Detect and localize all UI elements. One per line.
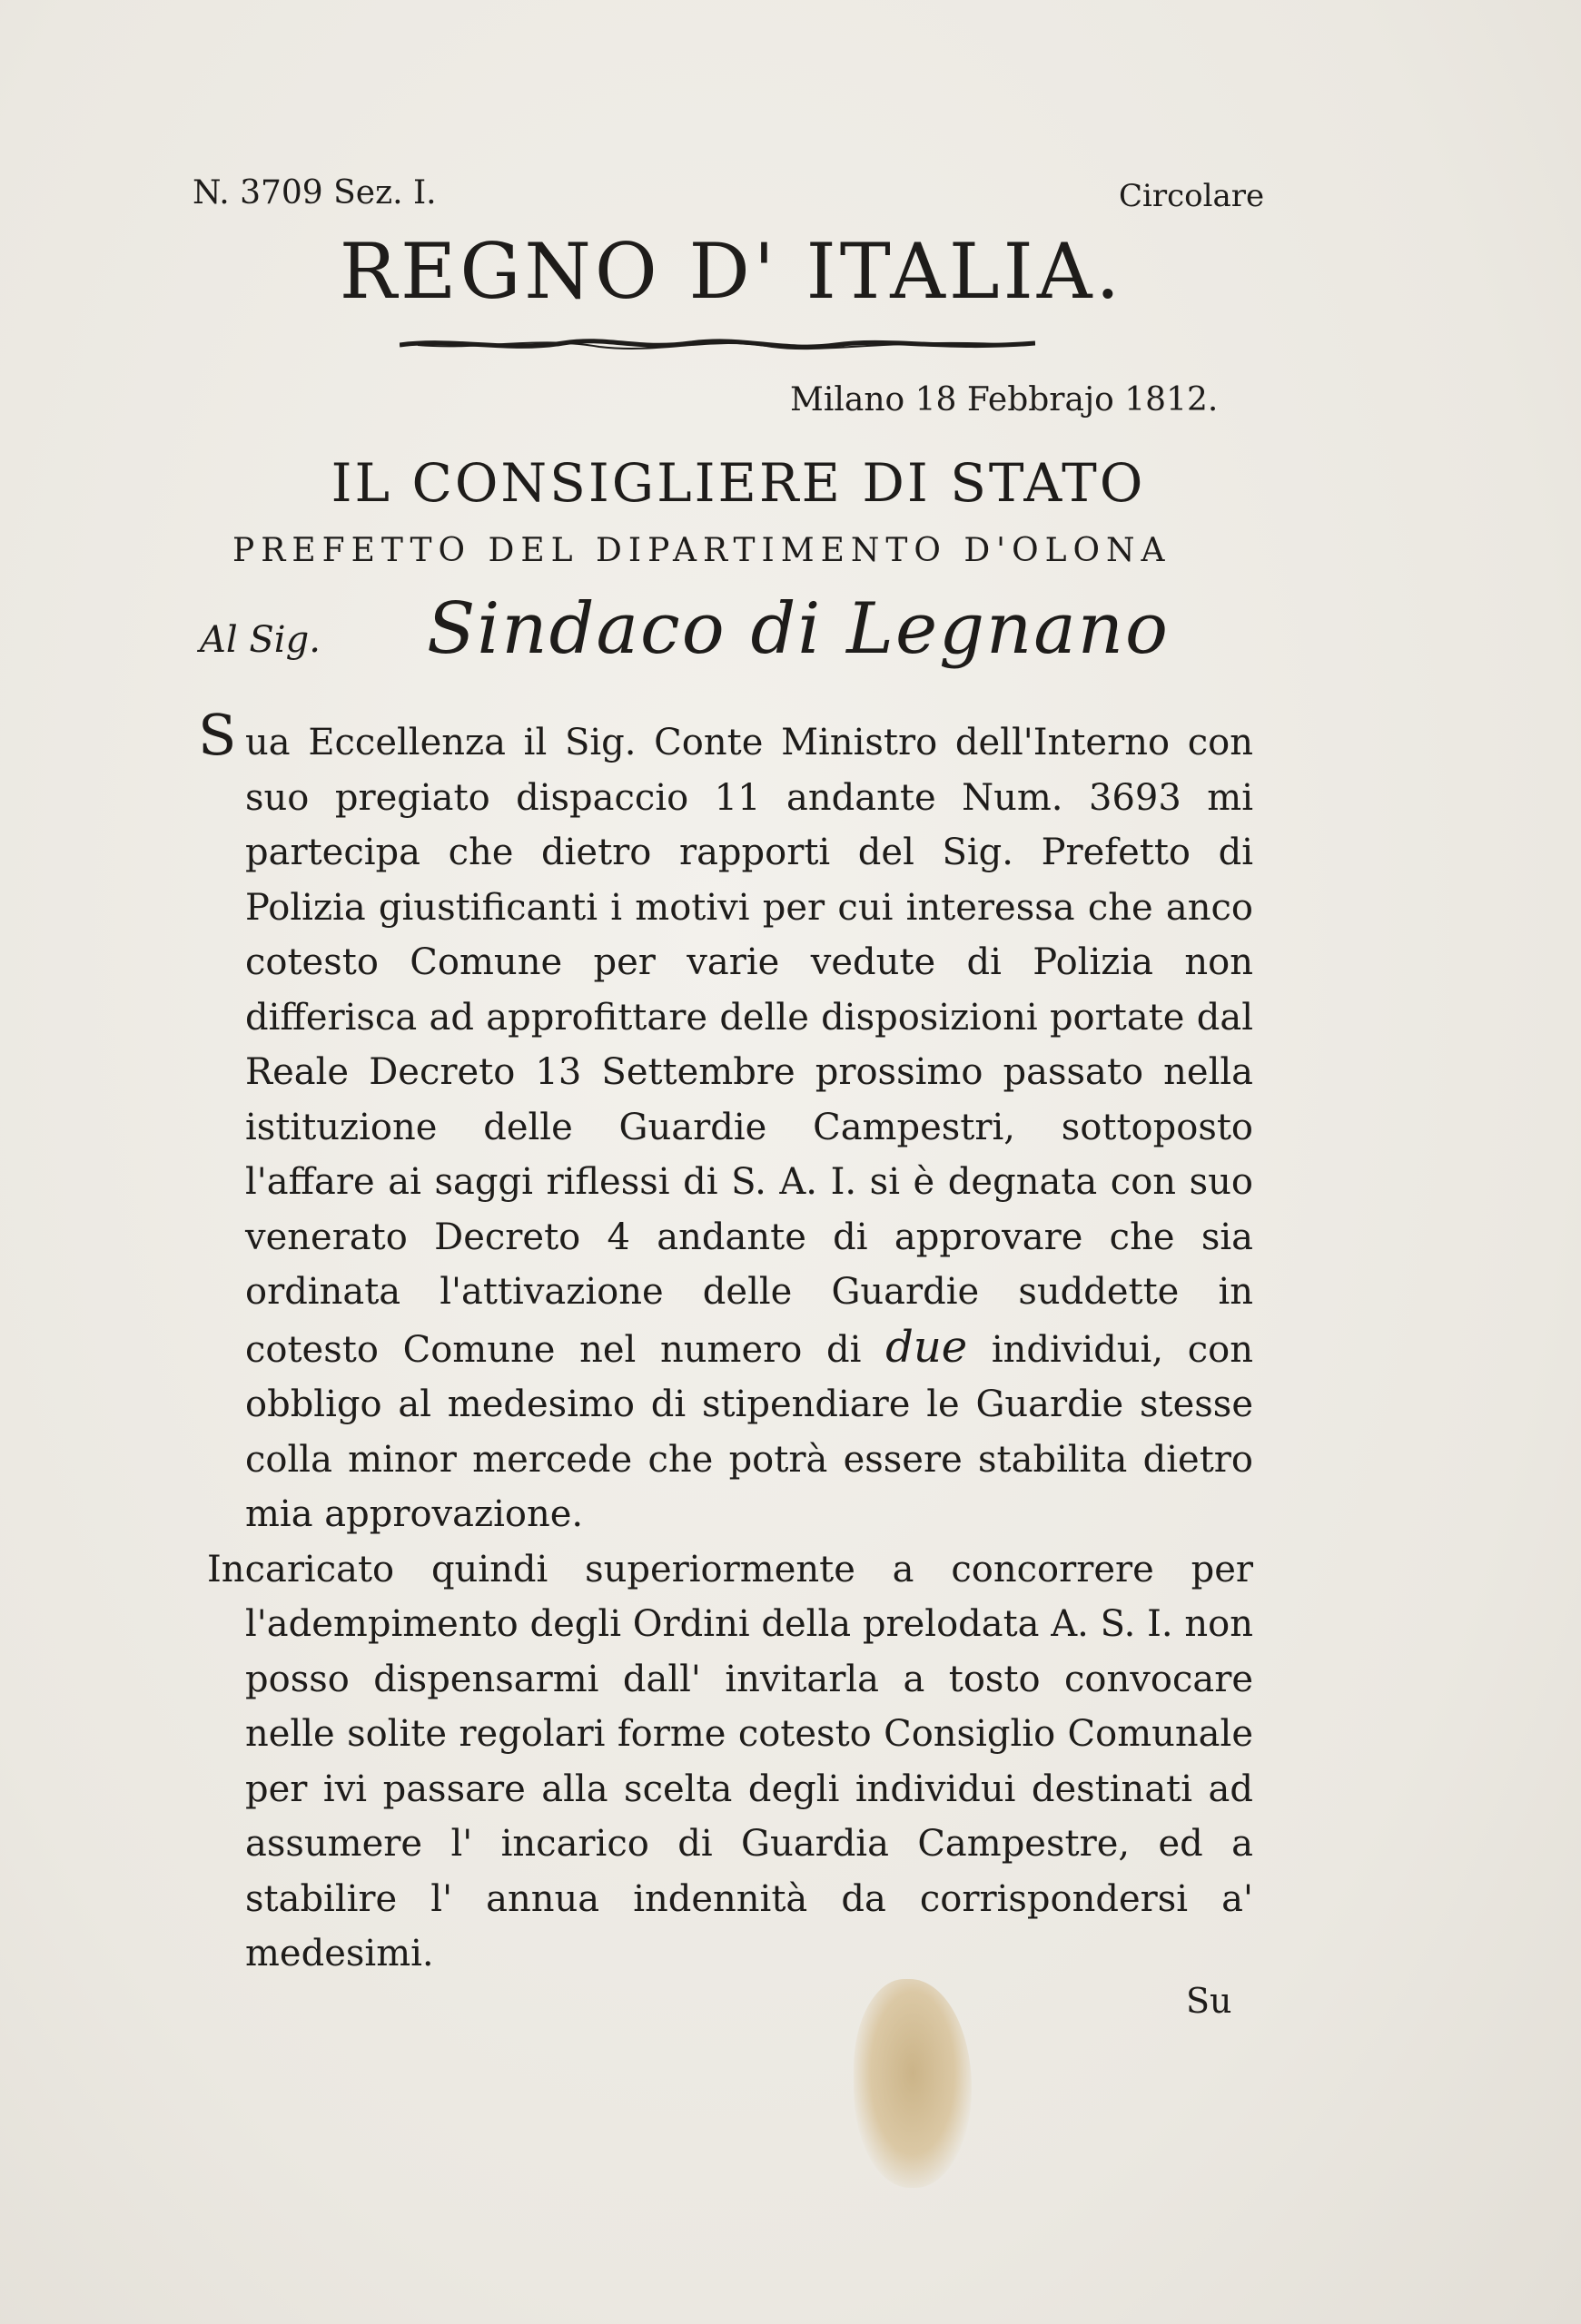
paragraph-2: Incaricato quindi superiormente a concorrere per l'adempimento degli Ordini della prelodata A. S. I. non posso dispensarmi dall' invitarla a tosto convocare nelle solite regolari forme cotesto Consiglio Comunale per ivi passare alla scelta degli individui destinati ad assumere l' incarico di Guardia Campestre, ed a stabilire l' annua indennità da corrispondersi a' medesimi. xyxy=(207,1548,1253,1974)
document-body xyxy=(198,702,1253,1982)
addressee-handwritten-name: Sindaco di Legnano xyxy=(427,588,1170,670)
circular-number: N. 3709 Sez. I. xyxy=(193,174,437,212)
decorative-rule-ornament xyxy=(400,329,1035,361)
issuer-title: IL CONSIGLIERE DI STATO xyxy=(331,452,1146,514)
addressee-label: Al Sig. xyxy=(200,619,321,661)
catchword: Su xyxy=(1186,1981,1232,2021)
paragraph-1-text: ua Eccellenza il Sig. Conte Ministro dell'Interno con suo pregiato dispaccio 11 andante Num. 3693 mi partecipa che dietro rapporti del Sig. Prefetto di Polizia giustificanti i motivi per cui interessa che anco cotesto Comune per varie vedute di Polizia non differisca ad approfittare delle disposizioni portate dal Reale Decreto 13 Settembre prossimo passato nella istituzione delle Guardie Campestri, sottoposto l'affare ai saggi riflessi di S. A. I. si è degnata con suo venerato Decreto 4 andante di approvare che sia ordinata l'attivazione delle Guardie suddette in cotesto Comune nel numero di xyxy=(245,722,1253,1371)
issuer-subtitle: PREFETTO DEL DIPARTIMENTO D'OLONA xyxy=(232,532,1171,569)
water-stain xyxy=(854,1979,972,2188)
kingdom-title: REGNO D' ITALIA. xyxy=(339,227,1124,316)
paragraph-1 xyxy=(198,702,1253,1542)
handwritten-number: due xyxy=(885,1321,968,1373)
drop-cap: S xyxy=(198,702,237,768)
circular-type: Circolare xyxy=(1119,178,1265,214)
document-date: Milano 18 Febbrajo 1812. xyxy=(790,381,1219,419)
paragraph-1-text-end: individui, con obbligo al medesimo di stipendiare le Guardie stesse colla minor mercede che potrà essere stabilita dietro mia approvazione. xyxy=(245,1328,1253,1535)
